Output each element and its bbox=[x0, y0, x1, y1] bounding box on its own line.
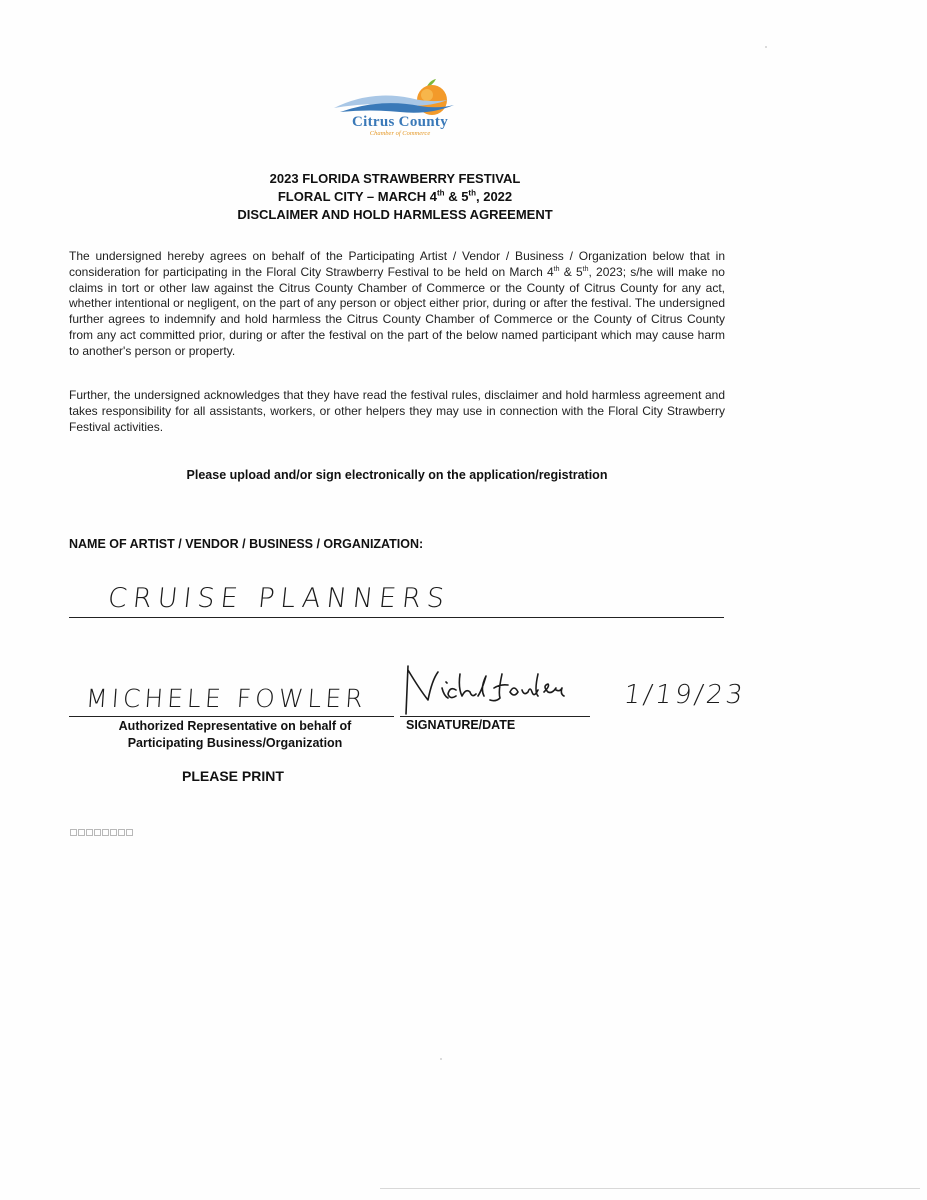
placeholder-boxes bbox=[70, 829, 133, 836]
scan-edge-line bbox=[380, 1188, 920, 1189]
citrus-county-logo bbox=[330, 78, 465, 140]
upload-instruction: Please upload and/or sign electronically on the application/registration bbox=[186, 468, 608, 482]
placeholder-box bbox=[102, 829, 109, 836]
placeholder-box bbox=[110, 829, 117, 836]
placeholder-box bbox=[118, 829, 125, 836]
agreement-paragraph-2: Further, the undersigned acknowledges that they have read the festival rules, disclaimer and hold harmless agreement and takes responsibility for all assistants, workers, or other helpers they may use in connection with the Floral City Strawberry Festival activities. bbox=[69, 388, 725, 434]
title-line-3: DISCLAIMER AND HOLD HARMLESS AGREEMENT bbox=[237, 207, 553, 222]
document-title-block bbox=[150, 170, 640, 224]
scan-speck bbox=[440, 1058, 442, 1060]
organization-name-value[interactable]: CRUISE PLANNERS bbox=[106, 583, 452, 614]
signature-text: Michele Fowler bbox=[398, 660, 405, 661]
please-print-label: PLEASE PRINT bbox=[182, 768, 284, 784]
sun-wave-icon bbox=[330, 78, 465, 118]
logo-subtitle: Chamber of Commerce bbox=[369, 130, 431, 137]
signature-date-value[interactable]: 1/19/23 bbox=[621, 680, 748, 710]
placeholder-box bbox=[126, 829, 133, 836]
placeholder-box bbox=[78, 829, 85, 836]
organization-name-label: NAME OF ARTIST / VENDOR / BUSINESS / ORGANIZATION: bbox=[69, 537, 424, 551]
placeholder-box bbox=[86, 829, 93, 836]
organization-name-line bbox=[69, 617, 724, 618]
placeholder-box bbox=[94, 829, 101, 836]
authorized-representative-label: Authorized Representative on behalf of Participating Business/Organization bbox=[118, 719, 352, 750]
placeholder-box bbox=[70, 829, 77, 836]
title-line-2: FLORAL CITY – MARCH 4th & 5th, 2022 bbox=[277, 188, 513, 204]
logo-name: Citrus County bbox=[352, 114, 448, 130]
agreement-paragraph-1: The undersigned hereby agrees on behalf of the Participating Artist / Vendor / Business / Organization below that in consideration for participating in the Floral City Strawberry Festival to be held on March 4th & 5th, 2023; s/he will make no claims in tort or other law against the Citrus County Chamber of Commerce or the County of Citrus County for any act, whether intentional or negligent, on the part of any person or object either prior, during or after the festival. The undersigned further agrees to indemnify and hold harmless the Citrus County Chamber of Commerce or the County of Citrus County from any act committed prior, during or after the festival on the part of the below named participant which may cause harm to another's person or property. bbox=[69, 249, 725, 358]
handwritten-signature[interactable] bbox=[398, 660, 598, 720]
signature-date-label: SIGNATURE/DATE bbox=[406, 718, 516, 732]
title-line-1: 2023 FLORIDA STRAWBERRY FESTIVAL bbox=[269, 171, 521, 186]
signature-line bbox=[400, 716, 590, 717]
printed-name-line bbox=[69, 716, 394, 717]
scan-speck bbox=[765, 46, 767, 48]
printed-name-value[interactable]: MICHELE FOWLER bbox=[84, 684, 368, 713]
